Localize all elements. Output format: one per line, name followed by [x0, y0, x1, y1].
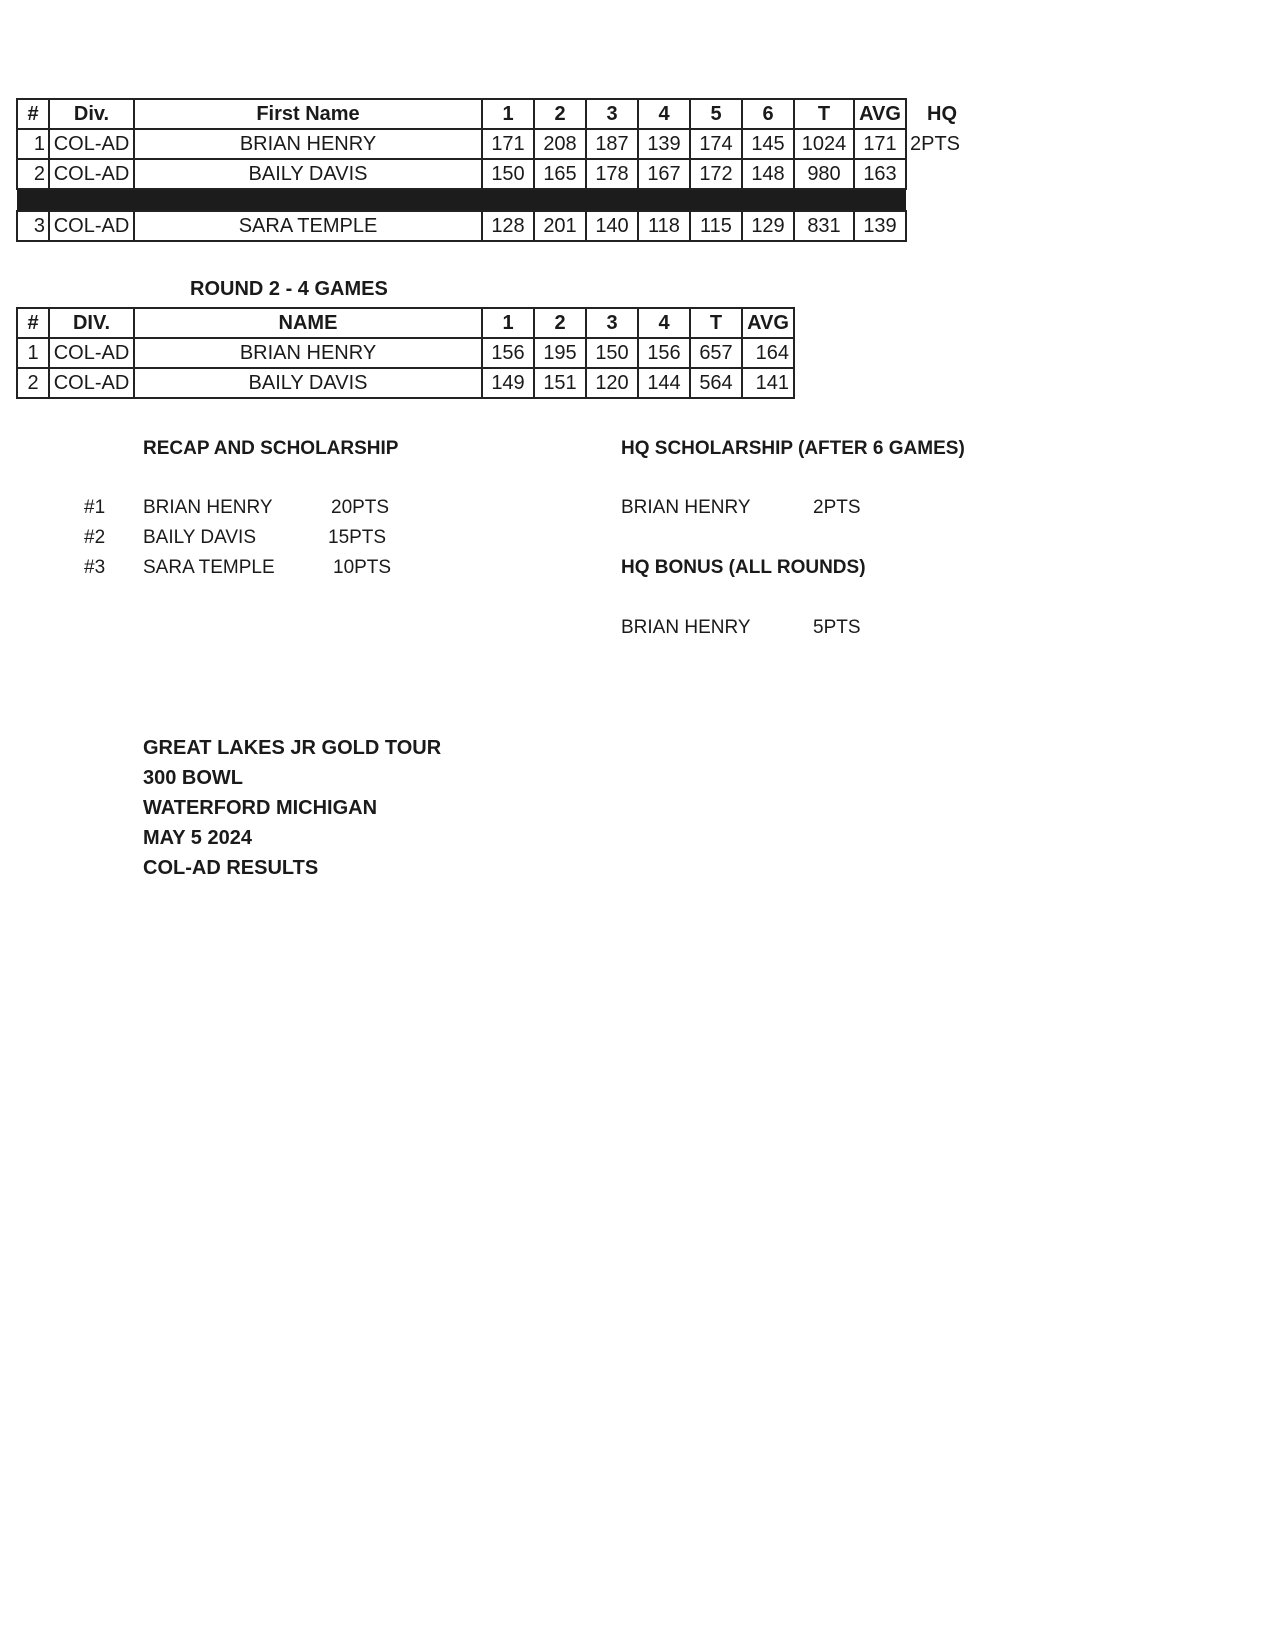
game-4-cell: 167 [638, 159, 690, 189]
table-row [17, 338, 794, 368]
name-cell: BAILY DAVIS [134, 368, 482, 398]
header-avg: AVG [854, 99, 906, 129]
round1-header-row [17, 99, 988, 129]
game-3-cell: 187 [586, 129, 638, 159]
header-name: First Name [134, 99, 482, 129]
avg-cell: 163 [854, 159, 906, 189]
hq-cell [906, 159, 988, 189]
header-avg: AVG [742, 308, 794, 338]
game-2-cell: 195 [534, 338, 586, 368]
game-1-cell: 128 [482, 211, 534, 241]
game-4-cell: 144 [638, 368, 690, 398]
total-cell: 564 [690, 368, 742, 398]
avg-cell: 141 [742, 368, 794, 398]
recap-rank: #3 [84, 557, 106, 578]
game-3-cell: 120 [586, 368, 638, 398]
recap-title: RECAP AND SCHOLARSHIP [143, 438, 399, 459]
total-cell: 1024 [794, 129, 854, 159]
header-game-2: 2 [534, 99, 586, 129]
round1-table [16, 98, 989, 242]
hq-cell [906, 211, 988, 241]
recap-name: SARA TEMPLE [143, 557, 275, 578]
header-game-4: 4 [638, 308, 690, 338]
recap-name: BAILY DAVIS [143, 527, 256, 548]
round2-title: ROUND 2 - 4 GAMES [190, 278, 388, 300]
rank-cell: 2 [17, 159, 49, 189]
avg-cell: 139 [854, 211, 906, 241]
separator-blank [906, 189, 988, 211]
recap-points: 15PTS [328, 527, 387, 548]
footer-results-label: COL-AD RESULTS [143, 857, 319, 879]
total-cell: 657 [690, 338, 742, 368]
separator-bar [17, 189, 906, 211]
header-total: T [794, 99, 854, 129]
recap-points: 10PTS [333, 557, 392, 578]
game-3-cell: 178 [586, 159, 638, 189]
name-cell: SARA TEMPLE [134, 211, 482, 241]
div-cell: COL-AD [49, 338, 134, 368]
game-2-cell: 208 [534, 129, 586, 159]
header-game-3: 3 [586, 308, 638, 338]
name-cell: BAILY DAVIS [134, 159, 482, 189]
hq-scholarship-title: HQ SCHOLARSHIP (AFTER 6 GAMES) [621, 438, 965, 459]
hq-bonus-title: HQ BONUS (ALL ROUNDS) [621, 557, 866, 578]
header-game-2: 2 [534, 308, 586, 338]
rank-cell: 2 [17, 368, 49, 398]
div-cell: COL-AD [49, 368, 134, 398]
cut-line-separator [17, 189, 988, 211]
header-rank: # [17, 308, 49, 338]
hq-scholarship-points: 2PTS [813, 497, 861, 518]
table-row [17, 159, 988, 189]
rank-cell: 3 [17, 211, 49, 241]
footer-location: WATERFORD MICHIGAN [143, 797, 378, 819]
game-5-cell: 174 [690, 129, 742, 159]
hq-bonus-name: BRIAN HENRY [621, 617, 751, 638]
game-2-cell: 201 [534, 211, 586, 241]
avg-cell: 164 [742, 338, 794, 368]
name-cell: BRIAN HENRY [134, 338, 482, 368]
game-1-cell: 150 [482, 159, 534, 189]
game-4-cell: 139 [638, 129, 690, 159]
game-4-cell: 156 [638, 338, 690, 368]
rank-cell: 1 [17, 129, 49, 159]
avg-cell: 171 [854, 129, 906, 159]
hq-bonus-points: 5PTS [813, 617, 861, 638]
footer-date: MAY 5 2024 [143, 827, 252, 849]
table-row [17, 129, 988, 159]
recap-points: 20PTS [331, 497, 390, 518]
header-game-5: 5 [690, 99, 742, 129]
header-game-1: 1 [482, 99, 534, 129]
rank-cell: 1 [17, 338, 49, 368]
game-4-cell: 118 [638, 211, 690, 241]
total-cell: 980 [794, 159, 854, 189]
name-cell: BRIAN HENRY [134, 129, 482, 159]
game-1-cell: 171 [482, 129, 534, 159]
div-cell: COL-AD [49, 129, 134, 159]
hq-scholarship-name: BRIAN HENRY [621, 497, 751, 518]
header-name: NAME [134, 308, 482, 338]
hq-cell: 2PTS [910, 133, 961, 155]
header-total: T [690, 308, 742, 338]
header-rank: # [17, 99, 49, 129]
recap-rank: #2 [84, 527, 106, 548]
game-6-cell: 129 [742, 211, 794, 241]
game-3-cell: 140 [586, 211, 638, 241]
header-game-4: 4 [638, 99, 690, 129]
table-row [17, 211, 988, 241]
header-div: DIV. [49, 308, 134, 338]
header-game-3: 3 [586, 99, 638, 129]
header-game-6: 6 [742, 99, 794, 129]
game-5-cell: 115 [690, 211, 742, 241]
round2-header-row [17, 308, 794, 338]
round2-table [16, 307, 795, 399]
recap-name: BRIAN HENRY [143, 497, 273, 518]
game-6-cell: 145 [742, 129, 794, 159]
game-3-cell: 150 [586, 338, 638, 368]
game-6-cell: 148 [742, 159, 794, 189]
table-row [17, 368, 794, 398]
header-game-1: 1 [482, 308, 534, 338]
game-2-cell: 165 [534, 159, 586, 189]
recap-rank: #1 [84, 497, 106, 518]
game-1-cell: 156 [482, 338, 534, 368]
header-div: Div. [49, 99, 134, 129]
div-cell: COL-AD [49, 211, 134, 241]
header-hq: HQ [927, 103, 957, 125]
footer-tour-name: GREAT LAKES JR GOLD TOUR [143, 737, 442, 759]
game-2-cell: 151 [534, 368, 586, 398]
footer-venue: 300 BOWL [143, 767, 244, 789]
game-5-cell: 172 [690, 159, 742, 189]
game-1-cell: 149 [482, 368, 534, 398]
total-cell: 831 [794, 211, 854, 241]
div-cell: COL-AD [49, 159, 134, 189]
